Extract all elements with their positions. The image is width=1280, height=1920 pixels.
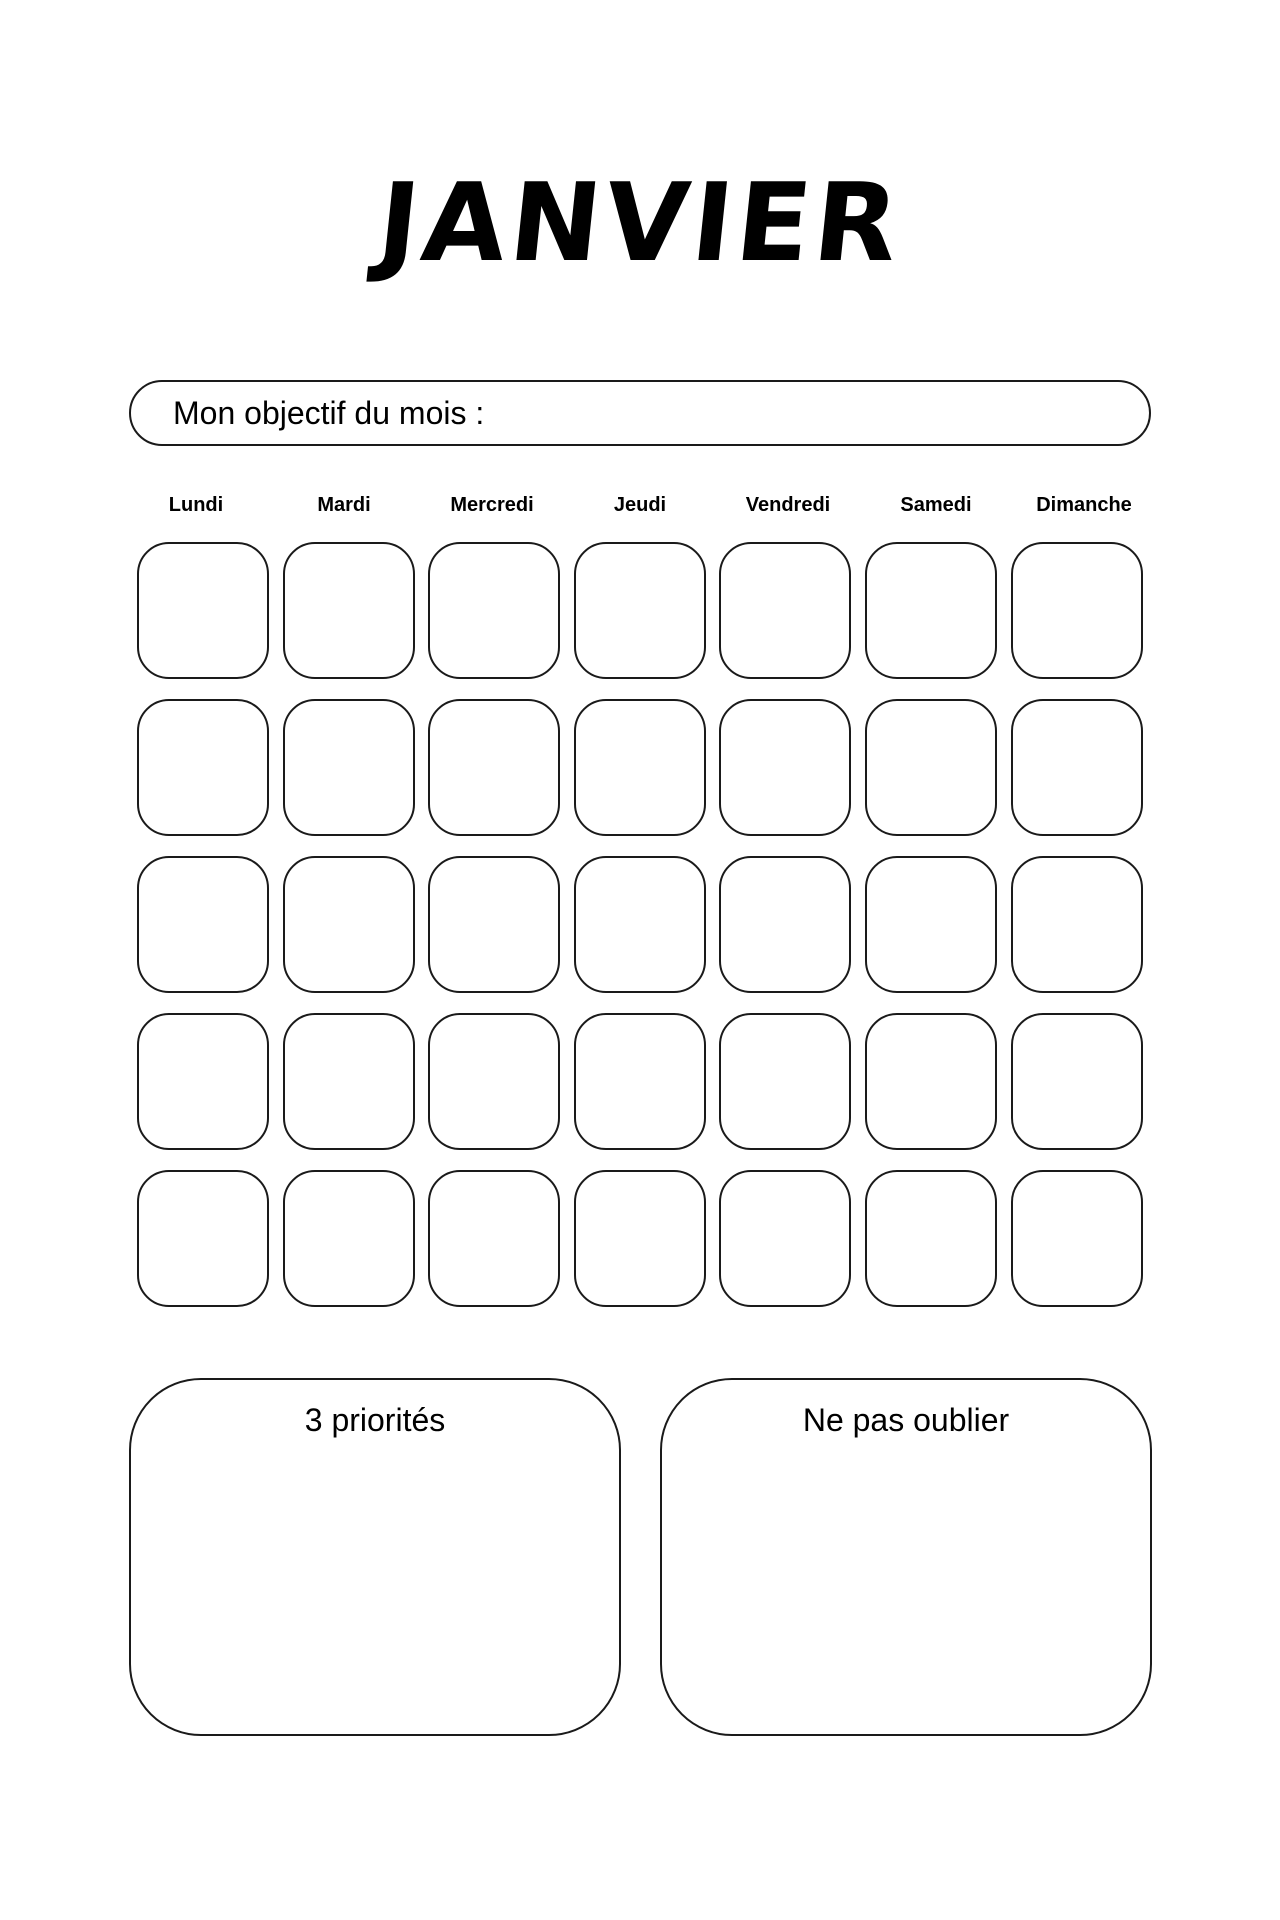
monthly-goal-field[interactable] [129, 380, 1151, 446]
calendar-day-cell[interactable] [283, 699, 415, 836]
calendar-day-cell[interactable] [865, 699, 997, 836]
calendar-day-cell[interactable] [1011, 699, 1143, 836]
calendar-day-cell[interactable] [574, 699, 706, 836]
calendar-day-cell[interactable] [574, 856, 706, 993]
monthly-goal-label: Mon objectif du mois : [173, 394, 485, 431]
calendar-grid [137, 542, 1143, 1308]
calendar-day-cell[interactable] [137, 1170, 269, 1307]
weekday-tuesday: Mardi [317, 494, 371, 516]
reminders-panel[interactable] [660, 1378, 1152, 1736]
calendar-day-cell[interactable] [574, 1013, 706, 1150]
calendar-day-cell[interactable] [719, 1170, 851, 1307]
reminders-title: Ne pas oublier [802, 1402, 1010, 1438]
calendar-day-cell[interactable] [574, 542, 706, 679]
page-title: JANVIER [372, 161, 909, 286]
calendar-day-cell[interactable] [137, 542, 269, 679]
weekday-header-row [122, 494, 1158, 522]
calendar-day-cell[interactable] [428, 1170, 560, 1307]
calendar-day-cell[interactable] [137, 699, 269, 836]
priorities-panel[interactable] [129, 1378, 621, 1736]
calendar-day-cell[interactable] [719, 699, 851, 836]
calendar-day-cell[interactable] [428, 699, 560, 836]
calendar-day-cell[interactable] [283, 1013, 415, 1150]
calendar-day-cell[interactable] [283, 856, 415, 993]
weekday-saturday: Samedi [900, 494, 972, 516]
calendar-day-cell[interactable] [865, 1170, 997, 1307]
calendar-day-cell[interactable] [719, 1013, 851, 1150]
calendar-day-cell[interactable] [574, 1170, 706, 1307]
weekday-monday: Lundi [168, 494, 224, 516]
weekday-wednesday: Mercredi [450, 494, 534, 516]
calendar-day-cell[interactable] [865, 542, 997, 679]
calendar-day-cell[interactable] [428, 856, 560, 993]
calendar-day-cell[interactable] [719, 542, 851, 679]
calendar-day-cell[interactable] [1011, 542, 1143, 679]
calendar-day-cell[interactable] [428, 1013, 560, 1150]
weekday-sunday: Dimanche [1036, 494, 1132, 516]
calendar-day-cell[interactable] [283, 542, 415, 679]
calendar-day-cell[interactable] [719, 856, 851, 993]
weekday-thursday: Jeudi [613, 494, 667, 516]
calendar-day-cell[interactable] [865, 856, 997, 993]
calendar-day-cell[interactable] [1011, 856, 1143, 993]
calendar-day-cell[interactable] [137, 1013, 269, 1150]
weekday-friday: Vendredi [745, 494, 831, 516]
calendar-day-cell[interactable] [1011, 1170, 1143, 1307]
calendar-day-cell[interactable] [865, 1013, 997, 1150]
priorities-title: 3 priorités [304, 1402, 446, 1438]
calendar-day-cell[interactable] [283, 1170, 415, 1307]
calendar-day-cell[interactable] [137, 856, 269, 993]
calendar-day-cell[interactable] [428, 542, 560, 679]
calendar-day-cell[interactable] [1011, 1013, 1143, 1150]
